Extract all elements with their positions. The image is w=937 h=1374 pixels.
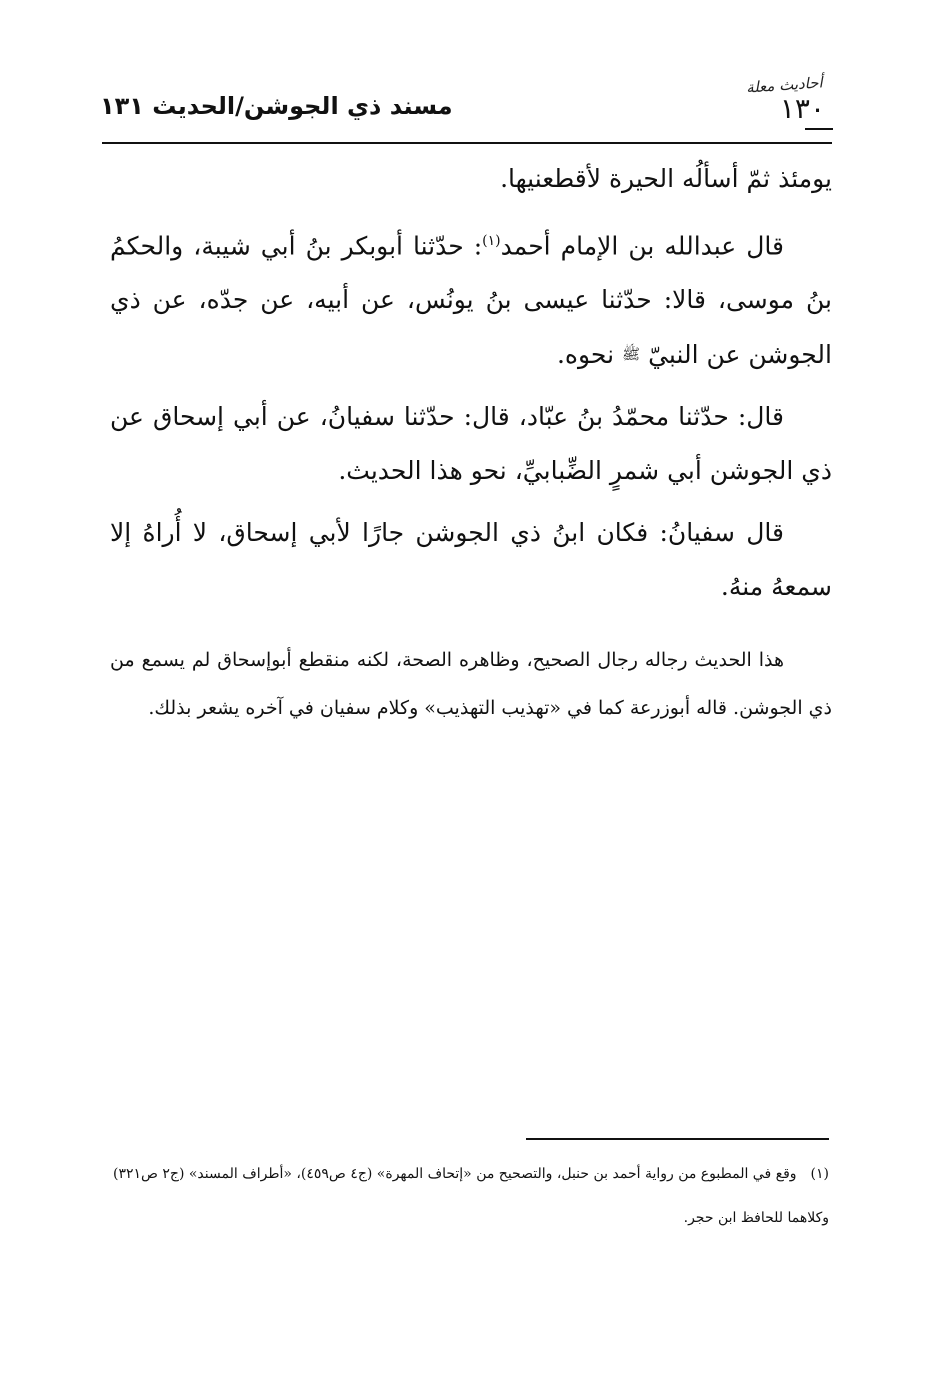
chain-opening: قال عبدالله بن الإمام أحمد (500, 231, 784, 261)
chain-end: نحوه. (556, 340, 622, 370)
running-title: مسند ذي الجوشن/الحديث ١٣١ (100, 92, 453, 120)
paragraph-hadith-chain (110, 214, 832, 382)
main-text (110, 152, 832, 732)
footnote-reference: (١) (482, 233, 501, 249)
chain-text: : حدّثنا أبوبكر بنُ أبي شيبة، والحكمُ بنُ موسى، قالا: حدّثنا عيسى بنُ يونُس، عن أبيه، عن جدّه، عن ذي الجوشن عن النبيّ (110, 231, 832, 370)
header-page-block (745, 73, 833, 125)
paragraph-commentary: هذا الحديث رجاله رجال الصحيح، وظاهره الصحة، لكنه منقطع أبوإسحاق لم يسمع من ذي الجوشن. قاله أبوزرعة كما في «تهذيب التهذيب» وكلام سفيان في آخره يشعر بذلك. (110, 649, 832, 720)
paragraph-sufyan-remark: قال سفيانُ: فكان ابنُ ذي الجوشن جارًا لأبي إسحاق، لا أُراهُ إلا سمعهُ منهُ. (110, 518, 832, 602)
page-header (100, 73, 833, 138)
header-rule (102, 142, 832, 144)
footnote-separator (526, 1138, 829, 1140)
handwritten-annotation: أحاديث معلة (745, 73, 824, 97)
footnote-marker: (١) (810, 1166, 829, 1182)
paragraph-continuation: يومئذ ثمّ أسألُه الحيرة لأقطعنيها. (500, 164, 832, 193)
footnote (109, 1152, 829, 1240)
footnote-text: وقع في المطبوع من رواية أحمد بن حنبل، والتصحيح من «إتحاف المهرة» (ج٤ ص٤٥٩)، «أطراف المسند» (ج٢ ص٣٢١) وكلاهما للحافظ ابن حجر. (112, 1166, 829, 1226)
paragraph-second-chain: قال: حدّثنا محمّدُ بنُ عبّاد، قال: حدّثنا سفيانُ، عن أبي إسحاق عن ذي الجوشن أبي شمرٍ الضِّبابيِّ، نحو هذا الحديث. (110, 402, 832, 486)
page-number: ١٣٠ (779, 92, 825, 125)
salutation-glyph: ﷺ (621, 345, 641, 364)
page-number-dash (805, 128, 833, 130)
